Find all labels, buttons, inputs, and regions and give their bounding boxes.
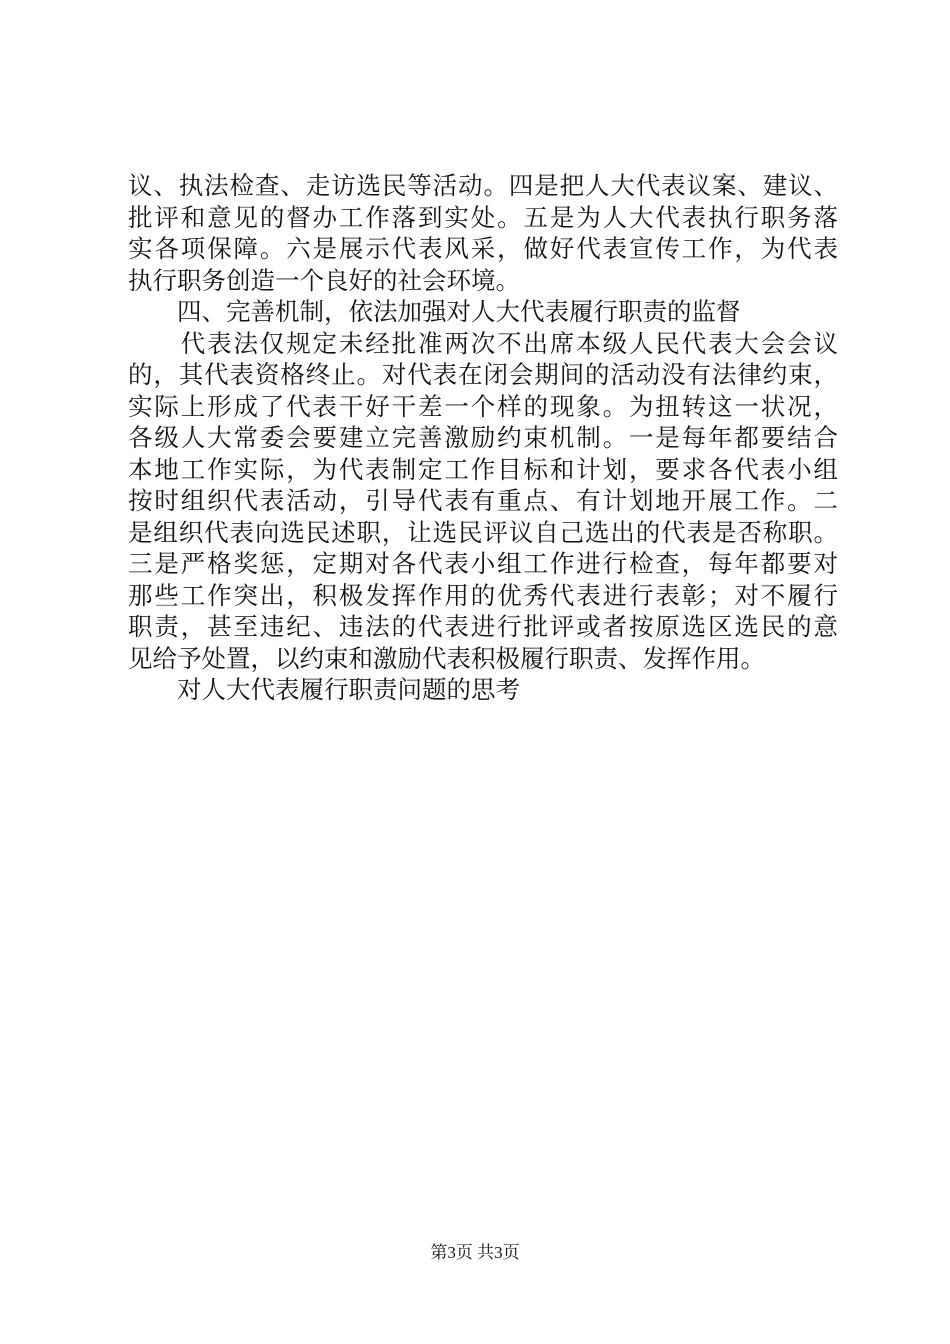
document-title-line: 对人大代表履行职责问题的思考 xyxy=(128,675,520,704)
text-line: 代表法仅规定未经批准两次不出席本级人民代表大会会议 xyxy=(128,328,838,358)
text-line: 议、执法检查、走访选民等活动。四是把人大代表议案、建议、 xyxy=(128,171,838,200)
section-heading: 四、完善机制，依法加强对人大代表履行职责的监督 xyxy=(128,297,741,326)
text-line: 是组织代表向选民述职，让选民评议自己选出的代表是否称职。 xyxy=(128,517,838,547)
text-line: 三是严格奖惩，定期对各代表小组工作进行检查，每年都要对 xyxy=(128,549,838,578)
text-line: 按时组织代表活动，引导代表有重点、有计划地开展工作。二 xyxy=(128,486,838,515)
text-line: 各级人大常委会要建立完善激励约束机制。一是每年都要结合 xyxy=(128,423,838,452)
text-line: 执行职务创造一个良好的社会环境。 xyxy=(128,265,520,295)
text-line: 职责，甚至违纪、违法的代表进行批评或者按原选区选民的意 xyxy=(128,612,838,641)
text-line: 批评和意见的督办工作落到实处。五是为人大代表执行职务落 xyxy=(128,202,838,232)
text-line: 见给予处置，以约束和激励代表积极履行职责、发挥作用。 xyxy=(128,643,765,673)
page-number-label: 第3页 共3页 xyxy=(430,1243,520,1262)
page-footer xyxy=(0,1242,950,1264)
text-line: 实际上形成了代表干好干差一个样的现象。为扭转这一状况， xyxy=(128,391,838,421)
text-line: 那些工作突出，积极发挥作用的优秀代表进行表彰；对不履行 xyxy=(128,580,838,610)
text-line: 本地工作实际，为代表制定工作目标和计划，要求各代表小组 xyxy=(128,454,838,484)
text-line: 实各项保障。六是展示代表风采，做好代表宣传工作，为代表 xyxy=(128,234,838,263)
body-text xyxy=(128,170,838,706)
text-line: 的，其代表资格终止。对代表在闭会期间的活动没有法律约束， xyxy=(128,360,838,389)
